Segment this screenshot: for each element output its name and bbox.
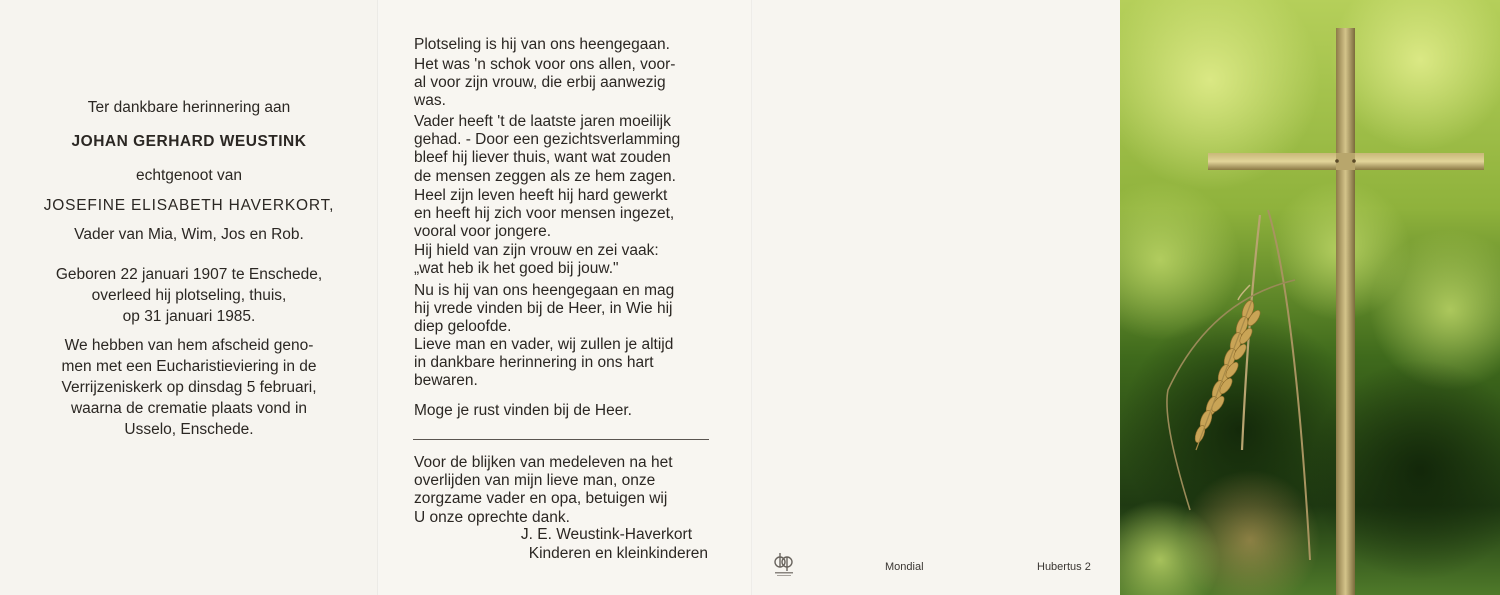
stanza [414,242,714,278]
text-line: Usselo, Enschede. [124,421,254,438]
text-line: Voor de blijken van medeleven na het [414,454,673,471]
text-line: Nu is hij van ons heengegaan en mag [414,282,675,299]
text-line: de mensen zeggen als ze hem zagen. [414,167,676,185]
text-line: Het was 'n schok voor ons allen, voor- [414,56,676,73]
text-line: bewaren. [414,372,478,390]
text-line: Heel zijn leven heeft hij hard gewerkt [414,187,668,204]
stanza [414,336,714,391]
text-line: Hij hield van zijn vrouw en zei vaak: [414,242,659,259]
relation-text: echtgenoot van [135,167,242,184]
text-line: Lieve man en vader, wij zullen je altijd [414,336,674,353]
series-name: Hubertus 2 [1037,561,1091,573]
thanks-text [414,454,714,527]
text-line: overleed hij plotseling, thuis, [91,287,287,304]
stanza [414,187,714,242]
signature [414,525,708,563]
text-line: in dankbare herinnering in ons hart [414,354,654,372]
text-line: overlijden van mijn lieve man, onze [414,472,656,490]
text-line: en heeft hij zich voor mensen ingezet, [414,205,675,223]
text-line: hij vrede vinden bij de Heer, in Wie hij [414,300,673,318]
photo-svg [1120,0,1500,595]
intro-text: Ter dankbare herinnering aan [87,99,291,116]
stanza [414,56,714,111]
text-line: waarna de crematie plaats vond in [70,400,308,417]
text-line: zorgzame vader en opa, betuigen wij [414,490,668,508]
birth-death-text [0,264,378,327]
text-line: Verrijzeniskerk op dinsdag 5 februari, [61,379,317,396]
back-card-panel [752,0,1120,595]
publisher-logo-icon [770,552,798,578]
fold-line [751,0,753,595]
text-line: Moge je rust vinden bij de Heer. [414,402,632,419]
text-line: Vader heeft 't de laatste jaren moeilijk [414,113,671,130]
deceased-name: JOHAN GERHARD WEUSTINK [71,133,307,150]
cross-vertical-beam [1336,28,1355,595]
text-line: op 31 januari 1985. [122,308,256,325]
text-line: Geboren 22 januari 1907 te Enschede, [55,266,323,283]
text-line: We hebben van hem afscheid geno- [64,337,314,354]
text-line: bleef hij liever thuis, want wat zouden [414,149,671,167]
publisher-name: Mondial [885,561,924,573]
text-line: gehad. - Door een gezichtsverlamming [414,131,681,149]
signature-family: Kinderen en kleinkinderen [528,545,708,562]
text-line: al voor zijn vrouw, die erbij aanwezig [414,74,666,92]
text-line: U onze oprechte dank. [414,508,570,526]
text-line: men met een Eucharistieviering in de [61,358,317,375]
text-line: Plotseling is hij van ons heengegaan. [414,36,670,53]
text-line: diep geloofde. [414,318,512,336]
text-line: was. [414,92,446,110]
divider-line [413,439,709,440]
stanza [414,36,714,54]
funeral-text [0,335,378,440]
spouse-name: JOSEFINE ELISABETH HAVERKORT, [43,197,335,214]
signature-name: J. E. Weustink-Haverkort [520,526,692,543]
stanza [414,402,714,420]
stanza [414,113,714,186]
stanza [414,282,714,337]
cross-photo [1120,0,1500,595]
text-line: „wat heb ik het goed bij jouw." [414,260,619,278]
children-text: Vader van Mia, Wim, Jos en Rob. [74,226,304,243]
text-line: vooral voor jongere. [414,223,551,241]
